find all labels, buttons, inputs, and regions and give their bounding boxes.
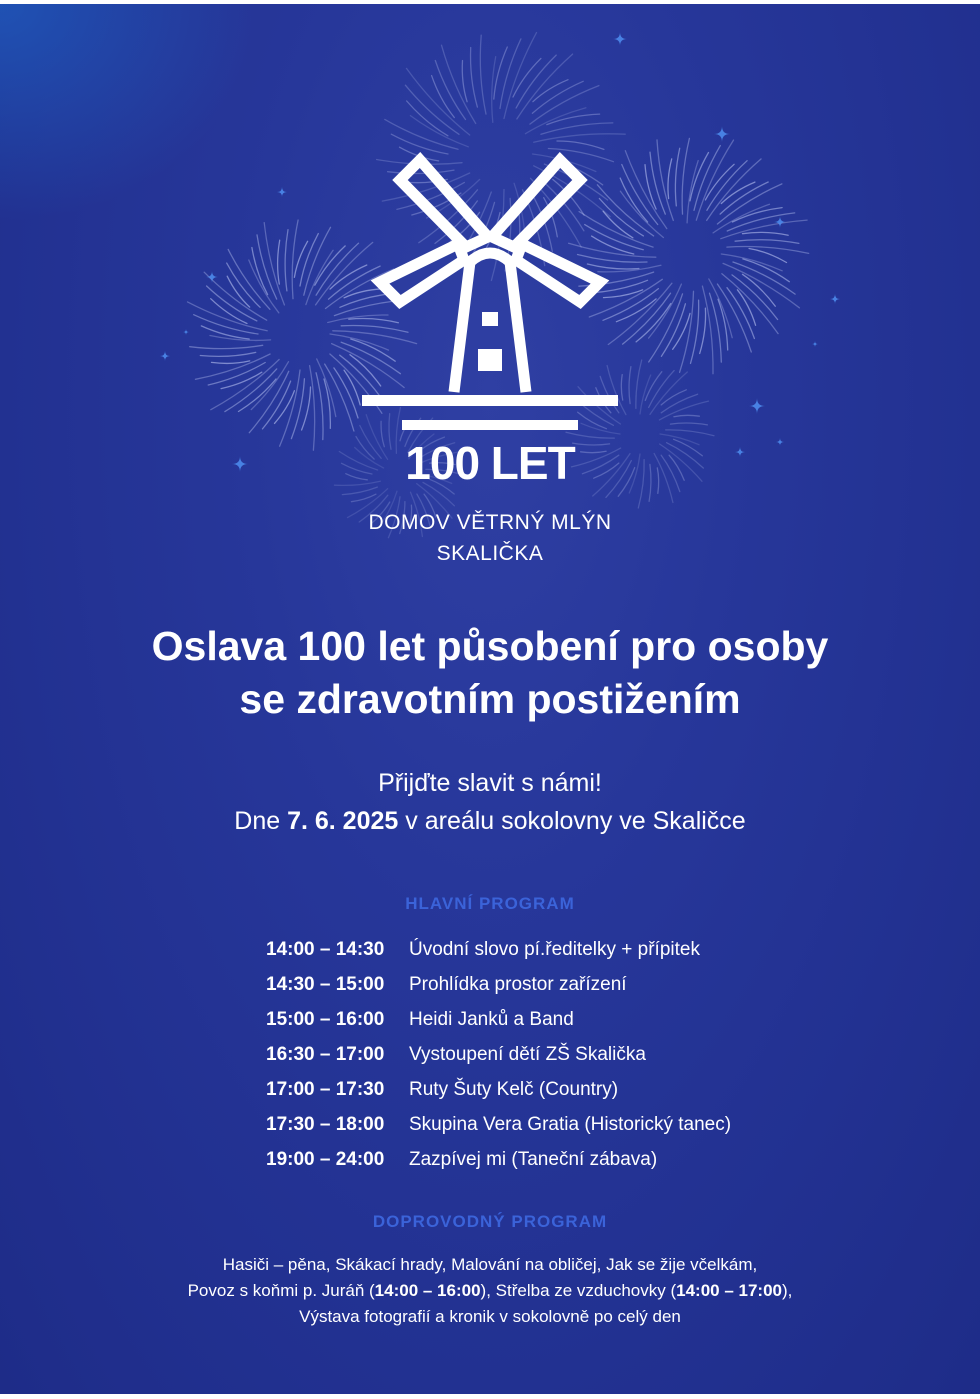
organization-name [0,507,980,569]
anniversary-title: 100 LET [405,437,575,489]
sparkle [183,329,189,335]
main-program-title: HLAVNÍ PROGRAM [405,894,575,913]
side-time: 14:00 – 16:00 [374,1281,481,1300]
side-program-line-3: Výstava fotografií a kronik v sokolovně po celý den [299,1307,681,1326]
schedule-time: 17:30 – 18:00 [266,1113,385,1135]
schedule-description: Vystoupení dětí ZŠ Skalička [409,1043,646,1065]
side-program-line-2 [0,1278,980,1304]
event-poster [0,4,980,1394]
headline [0,620,980,726]
side-text: ), [782,1281,793,1300]
sparkle [160,351,170,361]
windmill-icon [362,152,618,434]
schedule-description: Skupina Vera Gratia (Historický tanec) [409,1113,732,1135]
schedule-time: 17:00 – 17:30 [266,1078,385,1100]
sparkle [774,216,786,228]
schedule-row [266,932,826,967]
invitation [0,764,980,840]
sparkle [277,187,287,197]
sparkle [714,126,730,142]
event-venue: v areálu sokolovny ve Skaličce [405,807,746,835]
schedule-row [266,967,826,1002]
side-program-line-1: Hasiči – pěna, Skákací hrady, Malování na obličej, Jak se žije včelkám, [222,1255,758,1274]
date-prefix: Dne [234,807,281,835]
schedule-row [266,1037,826,1072]
main-program-schedule [266,932,826,1177]
side-program-title: DOPROVODNÝ PROGRAM [372,1212,608,1231]
sparkle [812,341,818,347]
schedule-time: 14:00 – 14:30 [266,938,385,960]
schedule-time: 15:00 – 16:00 [266,1008,385,1030]
headline-line-2: se zdravotním postižením [239,676,741,722]
schedule-row [266,1072,826,1107]
schedule-row [266,1107,826,1142]
schedule-time: 14:30 – 15:00 [266,973,385,995]
side-time: 14:00 – 17:00 [676,1281,782,1300]
schedule-description: Ruty Šuty Kelč (Country) [409,1078,619,1100]
schedule-row [266,1002,826,1037]
sparkle [749,398,765,414]
schedule-time: 19:00 – 24:00 [266,1148,385,1170]
side-text: Povoz s koňmi p. Juráň ( [187,1281,375,1300]
event-date-line [0,802,980,840]
sparkle [830,294,840,304]
schedule-time: 16:30 – 17:00 [266,1043,385,1065]
organization-line-1: DOMOV VĚTRNÝ MLÝN [368,511,612,534]
schedule-row [266,1142,826,1177]
schedule-description: Prohlídka prostor zařízení [409,973,627,995]
invitation-line: Přijďte slavit s námi! [378,769,602,797]
side-program-text [0,1252,980,1330]
schedule-description: Zazpívej mi (Taneční zábava) [409,1148,658,1170]
schedule-description: Úvodní slovo pí.ředitelky + přípitek [409,938,700,960]
schedule-description: Heidi Janků a Band [409,1008,574,1030]
side-text: ), Střelba ze vzduchovky ( [480,1281,677,1300]
organization-line-2: SKALIČKA [436,542,544,565]
sparkle [206,271,218,283]
event-date: 7. 6. 2025 [287,807,399,835]
headline-line-1: Oslava 100 let působení pro osoby [151,623,829,669]
sparkle [613,32,627,46]
